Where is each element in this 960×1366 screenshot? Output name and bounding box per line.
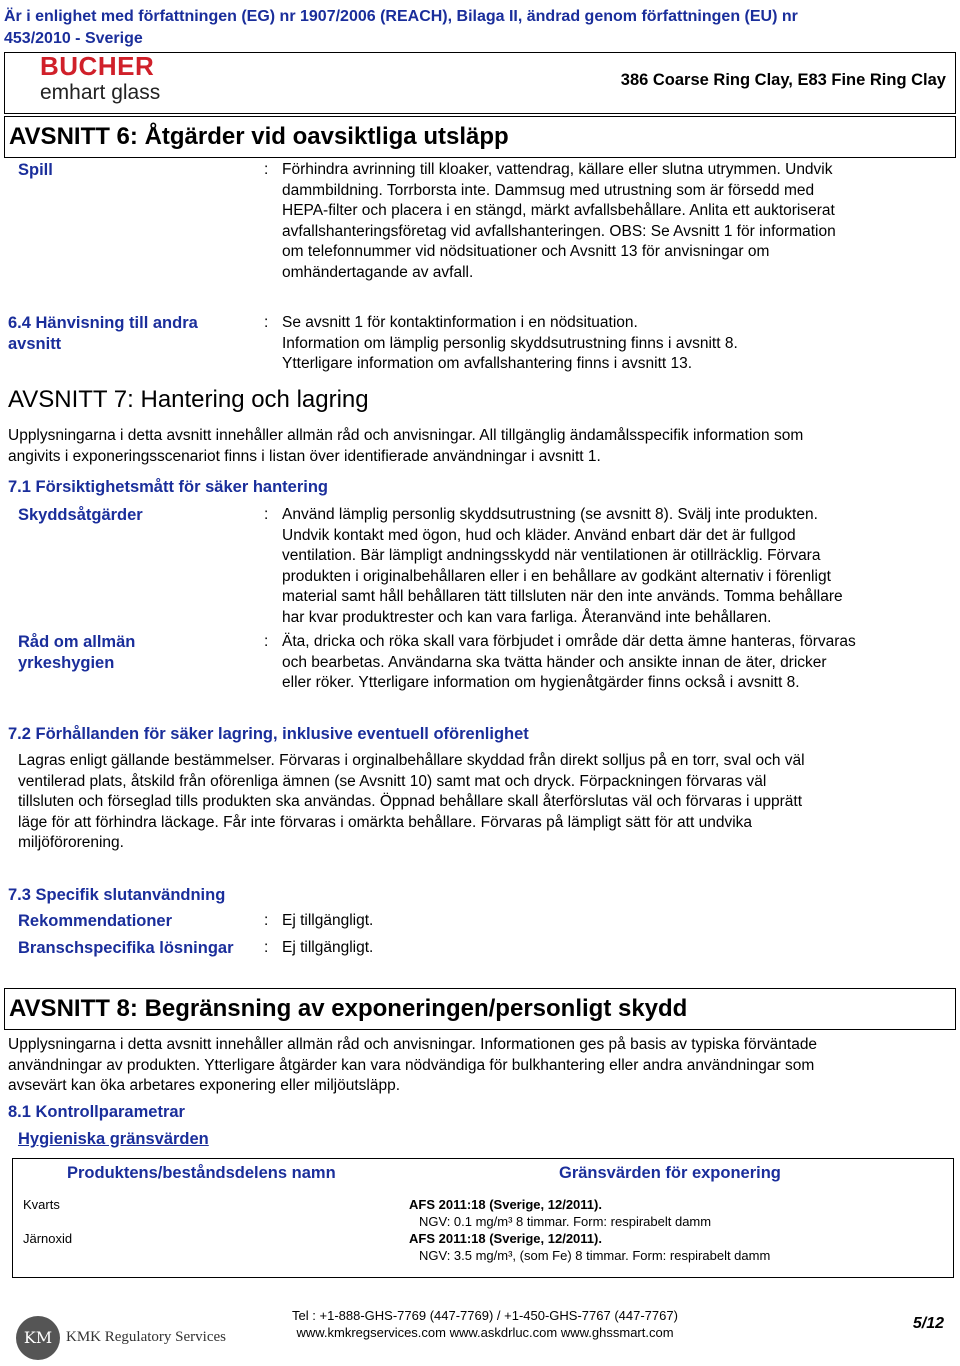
kmk-logo-icon: KM xyxy=(16,1316,60,1360)
table-row-name: Järnoxid xyxy=(23,1231,73,1246)
storage-text: Lagras enligt gällande bestämmelser. Förvaras i orginalbehållare skyddad från direkt solljus på en torr, sval och väl ventilerad plats, åtskild från oförenliga ämnen (se Avsnitt 10) samt mat och dryck. Förpackningen förvaras väl tillsluten och förseglad tills produkten ska användas. Öppnad behållare skall återförslutas väl och förvaras i upprätt läge för att förhindra läckage. Får inte förvaras i omärkta behållare. Förvaras på lämpligt sätt för att undvika miljöförorening. xyxy=(18,752,805,851)
subsection-7-2-title: 7.2 Förhållanden för säker lagring, inklusive eventuell oförenlighet xyxy=(8,725,529,743)
table-row-detail: NGV: 0.1 mg/m³ 8 timmar. Form: respirabelt damm xyxy=(419,1214,712,1229)
table-row-detail: NGV: 3.5 mg/m³, (som Fe) 8 timmar. Form: respirabelt damm xyxy=(419,1248,771,1263)
page-number: 5/12 xyxy=(912,1315,944,1332)
protective-measures-label: Skyddsåtgärder xyxy=(18,506,143,524)
section-8-intro: Upplysningarna i detta avsnitt innehåller allmän råd och anvisningar. Informationen ges på basis av typiska förväntade användningar av produkten. Ytterligare åtgärder kan vara nödvändiga för bulkhantering eller andra användningar som avsevärt kan öka arbetares exponering eller miljöutsläpp. xyxy=(8,1036,818,1094)
banner-line-1: Är i enlighet med författningen (EG) nr 1907/2006 (REACH), Bilaga II, ändrad genom författningen (EU) nr xyxy=(4,8,798,25)
subsection-8-1-title: 8.1 Kontrollparametrar xyxy=(8,1103,185,1121)
industry-solutions-value: Ej tillgängligt. xyxy=(282,939,374,956)
protective-measures-text: Använd lämplig personlig skyddsutrustning (se avsnitt 8). Svälj inte produkten. Undvik kontakt med ögon, hud och kläder. Använd enbart där det är fullgod ventilation. Bär lämpligt andningsskydd när ventilationen är otillräcklig. Förvara produkten i originalbehållaren eller i en behållare av godkänt alternativ i förenligt material samt håll behållaren tätt tillsluten när den inte används. Tomma behållare har kvar produktrester och kan vara farliga. Återanvänd inte behållaren. xyxy=(282,506,843,626)
footer-company: KMK Regulatory Services xyxy=(66,1329,226,1345)
banner-line-2: 453/2010 - Sverige xyxy=(4,30,143,47)
hygiene-advice-label: Råd om allmän yrkeshygien xyxy=(18,633,136,672)
company-logo-bucher: BUCHER xyxy=(40,51,155,81)
table-header-name: Produktens/beståndsdelens namn xyxy=(67,1164,336,1182)
table-row-name: Kvarts xyxy=(23,1197,60,1212)
industry-solutions-label: Branschspecifika lösningar xyxy=(18,939,234,957)
spill-label: Spill xyxy=(18,161,53,179)
table-row-ref: AFS 2011:18 (Sverige, 12/2011). xyxy=(409,1231,602,1246)
document-banner xyxy=(4,6,954,50)
ref-other-sections-label: 6.4 Hänvisning till andra avsnitt xyxy=(8,314,198,353)
exposure-limits-table xyxy=(12,1158,954,1278)
spill-text: Förhindra avrinning till kloaker, vattendrag, källare eller slutna utrymmen. Undvik dammbildning. Torrborsta inte. Dammsug med utrustning som är försedd med HEPA-filter och placera i en stängd, märkt avfallsbehållare. Anlita ett auktoriserat avfallshanteringsföretag vid avfallshanteringen. OBS: Se Avsnitt 1 för information om telefonnummer vid nödsituationer och Avsnitt 13 för anvisningar om omhändertagande av avfall. xyxy=(282,161,836,281)
section-8-title: AVSNITT 8: Begränsning av exponeringen/personligt skydd xyxy=(4,988,956,1030)
hygiene-advice-text: Äta, dricka och röka skall vara förbjudet i område där detta ämne hanteras, förvaras och bearbetas. Användarna ska tvätta händer och ansikte innan de äter, dricker eller röker. Ytterligare information om hygienåtgärder finns också i avsnitt 8. xyxy=(282,633,856,691)
ref-other-sections-text: Se avsnitt 1 för kontaktinformation i en nödsituation. Information om lämplig personlig skyddsutrustning finns i avsnitt 8. Ytterligare information om avfallshantering finns i avsnitt 13. xyxy=(282,314,738,372)
section-6-title: AVSNITT 6: Åtgärder vid oavsiktliga utsläpp xyxy=(4,116,956,158)
section-7-intro: Upplysningarna i detta avsnitt innehåller allmän råd och anvisningar. All tillgänglig ändamålsspecifik information som angivits i exponeringsscenariot finns i listan över identifierade användningar i avsnitt 1. xyxy=(8,427,804,465)
footer-contact: Tel : +1-888-GHS-7769 (447-7769) / +1-450-GHS-7767 (447-7767) www.kmkregservices.com www.askdrluc.com www.ghssmart.com xyxy=(292,1308,678,1340)
company-logo-emhart: emhart glass xyxy=(40,81,161,104)
colon: : xyxy=(264,633,269,650)
product-name: 386 Coarse Ring Clay, E83 Fine Ring Clay xyxy=(620,71,946,89)
hygiene-limits-title: Hygieniska gränsvärden xyxy=(18,1130,209,1148)
colon: : xyxy=(264,939,269,956)
subsection-7-1-title: 7.1 Försiktighetsmått för säker hantering xyxy=(8,478,329,496)
section-7-title: AVSNITT 7: Hantering och lagring xyxy=(8,386,369,413)
colon: : xyxy=(264,912,269,929)
recommendations-label: Rekommendationer xyxy=(18,912,173,930)
table-header-limits: Gränsvärden för exponering xyxy=(559,1164,781,1182)
recommendations-value: Ej tillgängligt. xyxy=(282,912,374,929)
colon: : xyxy=(264,314,269,331)
subsection-7-3-title: 7.3 Specifik slutanvändning xyxy=(8,886,226,904)
colon: : xyxy=(264,161,269,178)
table-row-ref: AFS 2011:18 (Sverige, 12/2011). xyxy=(409,1197,602,1212)
colon: : xyxy=(264,506,269,523)
